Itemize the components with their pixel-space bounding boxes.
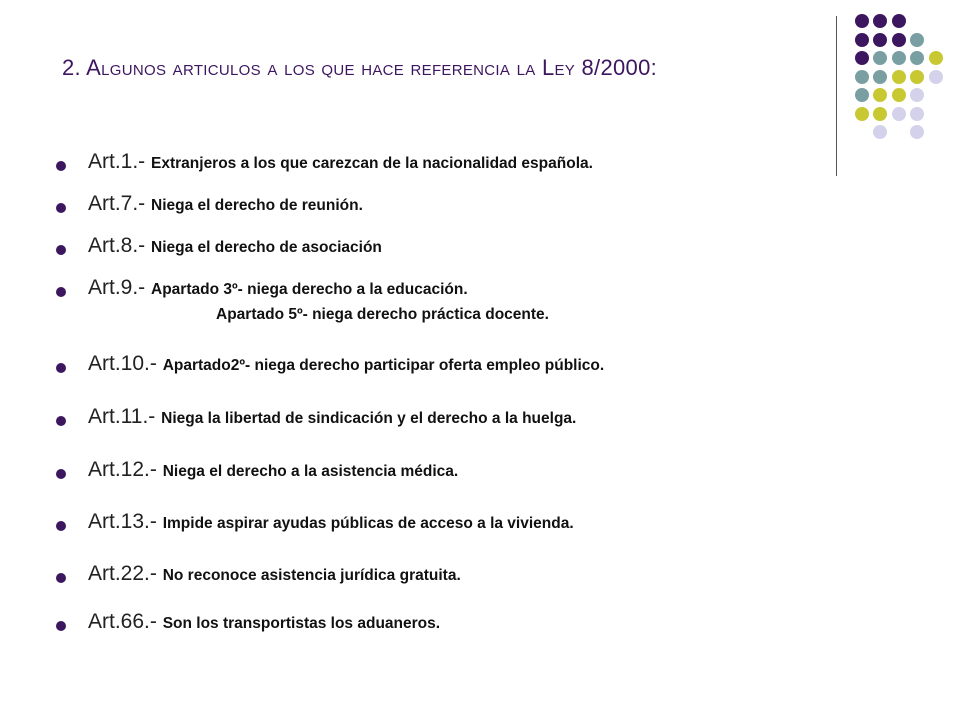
article-description: Son los transportistas los aduaneros. xyxy=(162,615,441,632)
article-description: Niega el derecho de asociación xyxy=(151,239,382,256)
bullet-icon xyxy=(56,363,66,373)
article-description: No reconoce asistencia jurídica gratuita. xyxy=(162,567,461,584)
article-number: Art.10.- xyxy=(88,352,163,375)
decorative-dot xyxy=(892,51,906,65)
decorative-dot xyxy=(873,33,887,47)
decorative-dot xyxy=(855,33,869,47)
decorative-dot xyxy=(873,14,887,28)
article-number: Art.11.- xyxy=(88,405,162,428)
decorative-dot xyxy=(873,107,887,121)
decorative-dot xyxy=(892,88,906,102)
decorative-dot xyxy=(855,14,869,28)
bullet-icon xyxy=(56,621,66,631)
decorative-dot xyxy=(873,51,887,65)
slide-title: 2. Algunos articulos a los que hace referencia la Ley 8/2000: xyxy=(62,55,658,80)
decorative-dot xyxy=(910,88,924,102)
bullet-icon xyxy=(56,521,66,531)
decorative-dot xyxy=(910,107,924,121)
bullet-icon xyxy=(56,287,66,297)
decorative-divider-line xyxy=(836,16,837,176)
decorative-dot xyxy=(855,107,869,121)
decorative-dot xyxy=(910,51,924,65)
bullet-icon xyxy=(56,161,66,171)
decorative-dot xyxy=(910,70,924,84)
decorative-dot xyxy=(873,88,887,102)
article-description: Impide aspirar ayudas públicas de acceso a la vivienda. xyxy=(162,515,574,532)
decorative-dot xyxy=(873,70,887,84)
bullet-icon xyxy=(56,245,66,255)
article-description: Apartado2º- niega derecho participar oferta empleo público. xyxy=(162,357,605,374)
article-description: Niega el derecho a la asistencia médica. xyxy=(162,463,459,480)
decorative-dot xyxy=(892,107,906,121)
article-number: Art.66.- xyxy=(88,610,163,633)
article-number: Art.1.- xyxy=(88,150,152,173)
article-number: Art.12.- xyxy=(88,458,163,481)
bullet-icon xyxy=(56,203,66,213)
decorative-dot xyxy=(929,70,943,84)
decorative-dot xyxy=(873,125,887,139)
article-number: Art.13.- xyxy=(88,510,163,533)
article-number: Art.7.- xyxy=(88,192,152,215)
decorative-dot xyxy=(855,51,869,65)
bullet-icon xyxy=(56,416,66,426)
article-number: Art.9.- xyxy=(88,276,152,299)
decorative-dot-grid xyxy=(840,8,960,158)
decorative-dot xyxy=(910,33,924,47)
article-description: Extranjeros a los que carezcan de la nacionalidad española. xyxy=(151,155,593,172)
article-number: Art.8.- xyxy=(88,234,152,257)
decorative-dot xyxy=(892,14,906,28)
article-description: Apartado 3º- niega derecho a la educación. xyxy=(151,281,468,298)
decorative-dot xyxy=(929,51,943,65)
article-description: Niega el derecho de reunión. xyxy=(151,197,363,214)
decorative-dot xyxy=(855,88,869,102)
decorative-dot xyxy=(892,70,906,84)
decorative-dot xyxy=(855,70,869,84)
bullet-icon xyxy=(56,469,66,479)
article-description: Niega la libertad de sindicación y el derecho a la huelga. xyxy=(161,410,577,427)
article-sub-description: Apartado 5º- niega derecho práctica docente. xyxy=(216,306,549,323)
decorative-dot xyxy=(910,125,924,139)
article-number: Art.22.- xyxy=(88,562,163,585)
decorative-dot xyxy=(892,33,906,47)
bullet-icon xyxy=(56,573,66,583)
